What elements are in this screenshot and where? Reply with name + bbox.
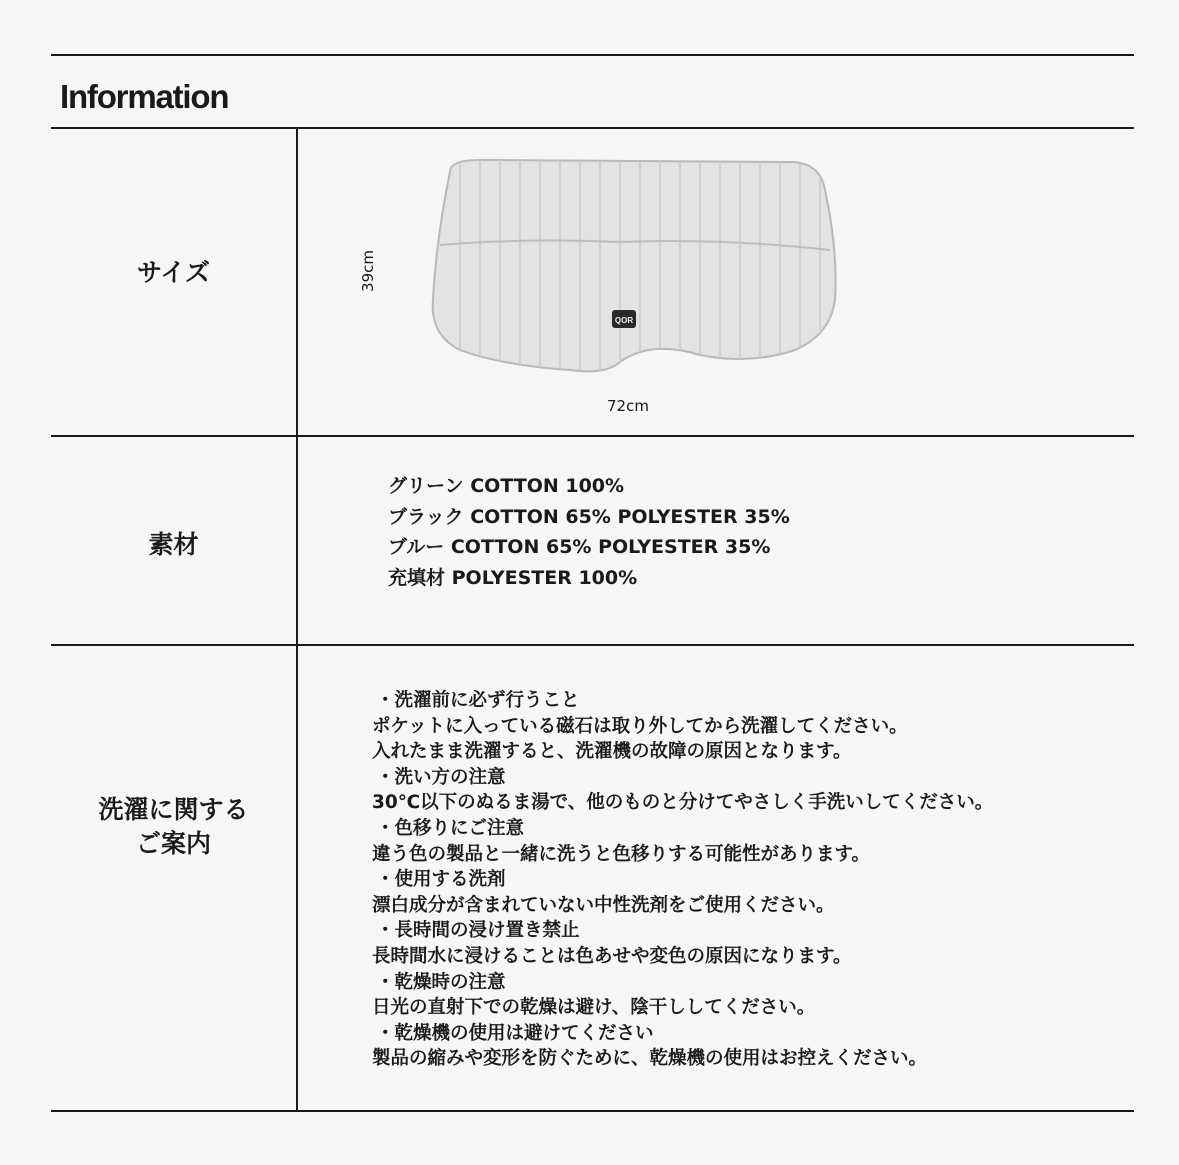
material-item: グリーン COTTON 100% [388, 475, 625, 497]
width-dimension: 72cm [607, 397, 649, 415]
material-list [388, 471, 790, 594]
row-divider-size [51, 435, 1134, 437]
material-item: 充填材 POLYESTER 100% [388, 567, 638, 590]
page-title: Information [60, 78, 229, 115]
material-item: ブラック COTTON 65% POLYESTER 35% [388, 505, 790, 528]
bottom-rule [51, 1110, 1134, 1112]
material-item: ブルー COTTON 65% POLYESTER 35% [388, 536, 771, 559]
care-text: 製品の縮みや変形を防ぐために、乾燥機の使用はお控えください。 [372, 1048, 928, 1070]
mat-body [433, 160, 836, 371]
care-text: ポケットに入っている磁石は取り外してから洗濯してください。 [372, 715, 908, 737]
care-instructions [372, 688, 993, 1072]
care-text: 長時間水に浸けることは色あせや変色の原因になります。 [372, 945, 852, 967]
care-text: 違う色の製品と一緒に洗うと色移りする可能性があります。 [372, 843, 871, 865]
care-label-line2: ご案内 [135, 829, 211, 858]
care-heading: ・使用する洗剤 [376, 869, 506, 891]
care-text: 日光の直射下での乾燥は避け、陰干ししてください。 [372, 997, 816, 1019]
care-text: 入れたまま洗濯すると、洗濯機の故障の原因となります。 [372, 741, 852, 763]
care-label-line1: 洗濯に関する [98, 795, 249, 824]
height-dimension: 39cm [359, 250, 377, 292]
row-divider-material [51, 644, 1134, 646]
care-heading: ・洗い方の注意 [376, 766, 506, 788]
top-rule [51, 54, 1134, 56]
care-heading: ・乾燥機の使用は避けてください [376, 1022, 654, 1044]
care-heading: ・色移りにご注意 [376, 817, 525, 839]
material-label: 素材 [148, 530, 199, 559]
care-heading: ・洗濯前に必ず行うこと [376, 690, 580, 711]
column-divider [296, 129, 298, 1111]
header-rule [51, 127, 1134, 129]
care-label [51, 793, 296, 861]
logo-tag-text: QOR [614, 316, 634, 325]
care-heading: ・乾燥時の注意 [376, 971, 506, 993]
care-text: 30℃以下のぬるま湯で、他のものと分けてやさしく手洗いしてください。 [372, 792, 994, 814]
care-heading: ・長時間の浸け置き禁止 [376, 920, 580, 942]
product-image [420, 150, 850, 390]
care-text: 漂白成分が含まれていない中性洗剤をご使用ください。 [372, 894, 835, 916]
size-label: サイズ [136, 258, 210, 287]
